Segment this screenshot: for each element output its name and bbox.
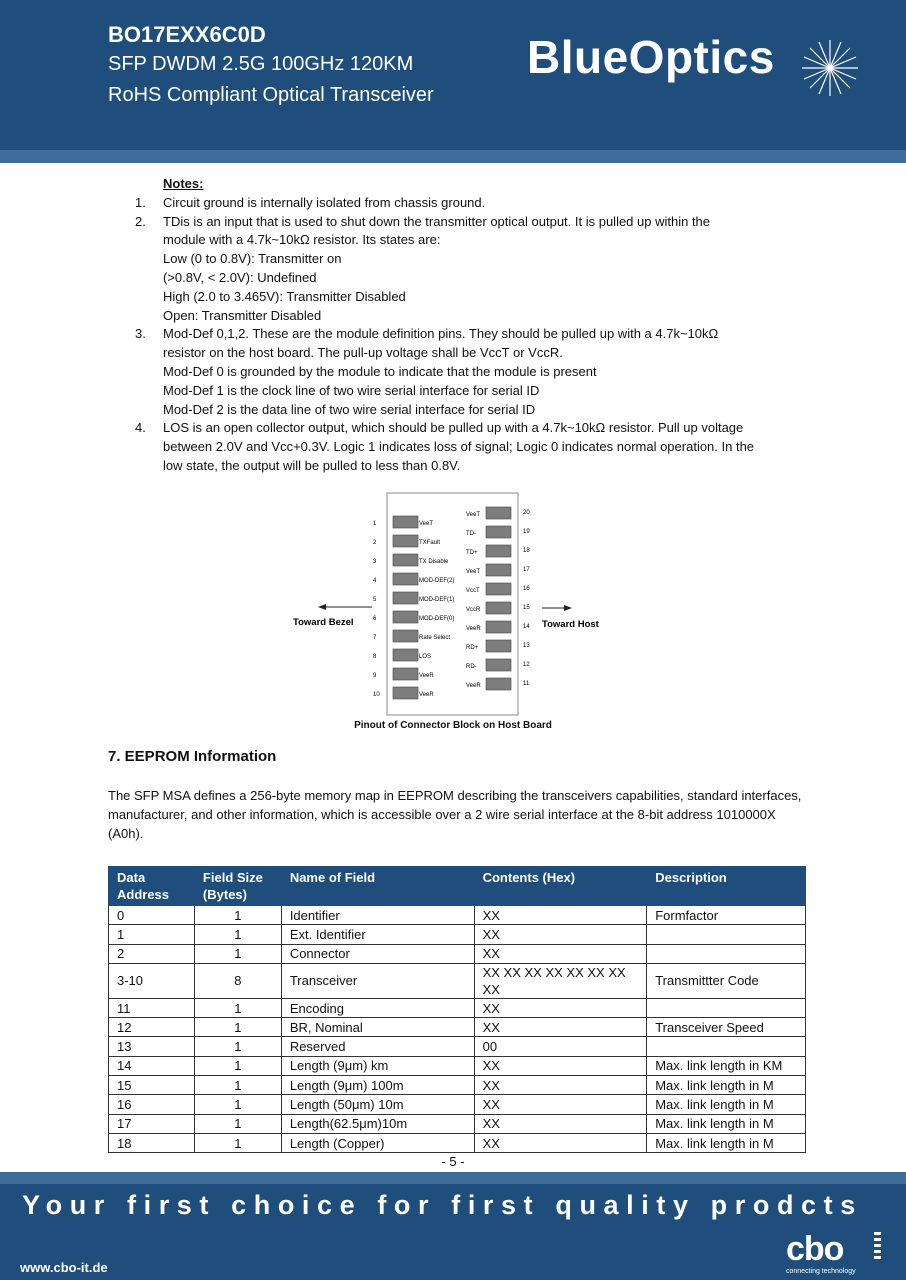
table-cell: Max. link length in M [647,1095,806,1114]
pin-label: VeeT [466,512,481,518]
pin-number: 7 [373,635,377,641]
pin-label: Rate Select [419,635,451,641]
table-cell: Max. link length in M [647,1076,806,1095]
table-cell: 17 [109,1114,195,1133]
pin-number: 8 [373,654,377,660]
table-cell: 14 [109,1056,195,1075]
table-cell: XX [474,1114,647,1133]
pinout-diagram [280,490,620,720]
table-cell: Reserved [281,1037,474,1056]
note-line: module with a 4.7k~10kΩ resistor. Its states are: [163,232,441,248]
column-header: Data Address [109,867,195,906]
table-row [109,963,806,998]
pin-number: 9 [373,673,377,679]
pin-number: 15 [523,605,530,611]
pin-label: TXFault [419,540,441,546]
page-footer [0,1172,906,1280]
note-item [108,325,808,419]
column-header: Field Size (Bytes) [194,867,281,906]
pin-number: 10 [373,692,380,698]
table-cell: BR, Nominal [281,1018,474,1037]
table-cell: 1 [194,1076,281,1095]
table-cell: Length (9μm) km [281,1056,474,1075]
pin-label: RD+ [466,645,479,651]
product-description: SFP DWDM 2.5G 100GHz 120KM [108,53,414,75]
table-cell: Ext. Identifier [281,925,474,944]
pin-number: 2 [373,540,377,546]
section-intro: The SFP MSA defines a 256-byte memory map in EEPROM describing the transceivers capabilities, standard interfaces, manufacturer, and other information, which is accessible over a 2 wire serial interface at the 8-bit address 1010000X (A0h). [108,788,802,841]
table-cell: 1 [194,944,281,963]
pin-label: VccR [466,607,481,613]
table-cell: XX [474,1056,647,1075]
note-line: LOS is an open collector output, which should be pulled up with a 4.7k~10kΩ resistor. Pull up voltage [163,420,744,436]
table-cell: 1 [194,1037,281,1056]
note-line: Open: Transmitter Disabled [163,307,322,323]
note-line: resistor on the host board. The pull-up voltage shall be VccT or VccR. [163,345,563,361]
note-line: Circuit ground is internally isolated from chassis ground. [163,194,486,210]
table-cell [647,998,806,1017]
pin-number: 20 [523,510,530,516]
pin-pad [393,554,418,566]
table-row [109,1076,806,1095]
table-row [109,1018,806,1037]
pin-label: VeeT [466,569,481,575]
table-cell: XX [474,925,647,944]
table-cell: Length (50μm) 10m [281,1095,474,1114]
note-line: Mod-Def 0 is grounded by the module to indicate that the module is present [163,363,597,379]
page-number: - 5 - [441,1154,465,1169]
pin-label: VccT [466,588,480,594]
column-header: Name of Field [281,867,474,906]
note-number: 4. [135,420,146,436]
pin-number: 6 [373,616,377,622]
table-cell: XX [474,906,647,925]
table-cell: 1 [194,1018,281,1037]
table-row [109,998,806,1017]
pin-label: MOD-DEF(0) [419,616,455,622]
table-cell: XX [474,1018,647,1037]
table-cell: XX [474,1095,647,1114]
pin-pad [486,659,511,671]
footer-stripe [0,1172,906,1184]
pin-label: VeeR [466,626,481,632]
pin-number: 19 [523,529,530,535]
table-cell: XX [474,1133,647,1152]
note-item [108,213,808,326]
pin-pad [486,526,511,538]
pin-pad [486,583,511,595]
table-cell: 15 [109,1076,195,1095]
note-line: between 2.0V and Vcc+0.3V. Logic 1 indicates loss of signal; Logic 0 indicates normal operation. In the [163,439,755,455]
pin-number: 13 [523,643,530,649]
table-cell: 1 [194,906,281,925]
brand-logo: BlueOptics [527,31,775,83]
pin-label: VeeR [419,673,434,679]
table-cell: 3-10 [109,963,195,998]
pin-pad [486,621,511,633]
pin-pad [486,545,511,557]
pin-pad [393,535,418,547]
table-cell: 16 [109,1095,195,1114]
table-cell: Length (9μm) 100m [281,1076,474,1095]
table-cell [647,925,806,944]
note-item [108,419,808,475]
pin-number: 1 [373,521,377,527]
table-cell: XX [474,1076,647,1095]
table-cell: XX [474,998,647,1017]
note-item [108,194,808,213]
note-line: High (2.0 to 3.465V): Transmitter Disabled [163,288,406,304]
cbo-logo: cbo [786,1230,844,1268]
table-row [109,1037,806,1056]
pin-number: 11 [523,681,530,687]
table-row [109,1095,806,1114]
figure-caption: Pinout of Connector Block on Host Board [354,720,552,731]
pin-number: 18 [523,548,530,554]
notes-title: Notes: [163,176,204,191]
pin-number: 16 [523,586,530,592]
table-cell: 1 [194,998,281,1017]
pin-number: 14 [523,624,530,630]
logo-dots-icon [873,1230,883,1266]
table-cell: Identifier [281,906,474,925]
note-number: 2. [135,213,146,229]
pin-pad [393,592,418,604]
table-cell: Transceiver [281,963,474,998]
note-number: 1. [135,194,146,210]
note-number: 3. [135,326,146,342]
table-cell: 18 [109,1133,195,1152]
table-cell: 13 [109,1037,195,1056]
table-cell: Length(62.5μm)10m [281,1114,474,1133]
column-header: Contents (Hex) [474,867,647,906]
section-title: 7. EEPROM Information [108,748,277,765]
table-cell: 12 [109,1018,195,1037]
pin-label: TX Disable [419,559,449,565]
table-cell: Max. link length in KM [647,1056,806,1075]
table-cell: 1 [194,1095,281,1114]
table-cell: XX [474,944,647,963]
note-line: Mod-Def 1 is the clock line of two wire serial interface for serial ID [163,382,540,398]
footer-slogan: Your first choice for first quality prodcts [22,1190,863,1220]
table-cell: 8 [194,963,281,998]
table-cell: 1 [194,1133,281,1152]
column-header: Description [647,867,806,906]
table-cell: Connector [281,944,474,963]
pin-label: TD- [466,531,476,537]
table-cell: 1 [194,925,281,944]
pin-pad [393,630,418,642]
pin-label: MOD-DEF(2) [419,578,455,584]
pin-number: 12 [523,662,530,668]
pin-label: MOD-DEF(1) [419,597,455,603]
table-cell: Max. link length in M [647,1133,806,1152]
note-line: Mod-Def 0,1,2. These are the module definition pins. They should be pulled up with a 4.7k~10kΩ [163,326,719,342]
pin-pad [393,516,418,528]
toward-bezel-label: Toward Bezel [293,617,354,628]
starburst-icon [800,38,860,98]
note-line: (>0.8V, < 2.0V): Undefined [163,269,317,285]
eeprom-table [108,866,806,1153]
pin-number: 3 [373,559,377,565]
pin-label: RD- [466,664,477,670]
pin-pad [486,640,511,652]
pin-pad [393,573,418,585]
note-line: low state, the output will be pulled to less than 0.8V. [163,457,461,473]
pin-pad [393,649,418,661]
table-cell [647,1037,806,1056]
table-row [109,906,806,925]
pin-number: 4 [373,578,377,584]
table-cell: 1 [194,1056,281,1075]
pin-pad [486,602,511,614]
table-row [109,1114,806,1133]
pin-pad [393,668,418,680]
table-cell: 11 [109,998,195,1017]
website-link[interactable]: www.cbo-it.de [20,1260,108,1275]
table-cell: 1 [109,925,195,944]
product-compliance: RoHS Compliant Optical Transceiver [108,84,434,106]
pin-pad [393,611,418,623]
pin-label: LOS [419,654,432,660]
table-row [109,925,806,944]
note-line: TDis is an input that is used to shut down the transmitter optical output. It is pulled up within the [163,213,711,229]
product-model: BO17EXX6C0D [108,22,266,47]
pin-number: 17 [523,567,530,573]
table-cell: Transmittter Code [647,963,806,998]
table-header-row [109,867,806,906]
table-cell: Formfactor [647,906,806,925]
note-line: Low (0 to 0.8V): Transmitter on [163,251,342,267]
table-row [109,1056,806,1075]
table-cell: 2 [109,944,195,963]
pin-pad [393,687,418,699]
table-cell: XX XX XX XX XX XX XX XX [474,963,647,998]
pin-pad [486,564,511,576]
pin-number: 5 [373,597,377,603]
logo-tagline: connecting technology [786,1268,856,1275]
table-cell: Encoding [281,998,474,1017]
table-cell: 0 [109,906,195,925]
table-cell: Length (Copper) [281,1133,474,1152]
table-row [109,944,806,963]
pin-label: VeeT [419,521,434,527]
table-cell: Max. link length in M [647,1114,806,1133]
pin-pad [486,507,511,519]
pin-label: VeeR [419,692,434,698]
page-header [0,0,906,163]
toward-host-label: Toward Host [542,619,599,630]
table-row [109,1133,806,1152]
pin-pad [486,678,511,690]
pin-label: VeeR [466,683,481,689]
table-cell: 00 [474,1037,647,1056]
note-line: Mod-Def 2 is the data line of two wire serial interface for serial ID [163,401,536,417]
table-cell: Transceiver Speed [647,1018,806,1037]
pin-label: TD+ [466,550,478,556]
table-cell: 1 [194,1114,281,1133]
table-cell [647,944,806,963]
header-stripe [0,150,906,163]
notes-section [108,175,808,476]
